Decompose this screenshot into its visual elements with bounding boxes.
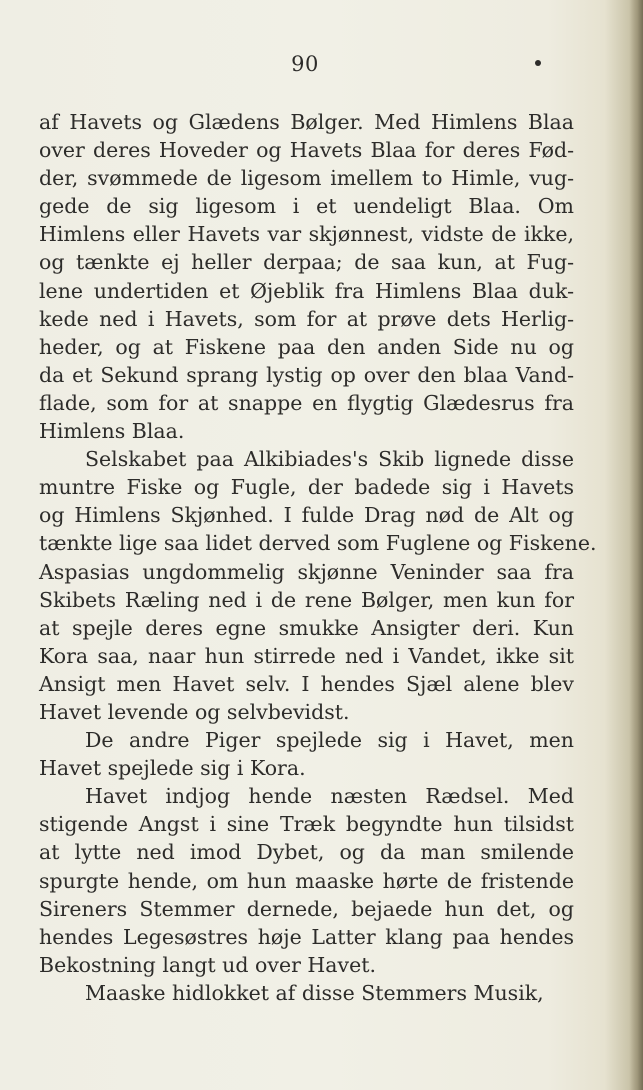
text-line: Himlens Blaa. xyxy=(39,419,185,444)
text-line: Ansigt men Havet selv. I hendes Sjæl alene blev xyxy=(39,671,574,696)
text-line: muntre Fiske og Fugle, der badede sig i Havets xyxy=(39,475,574,500)
text-line: Skibets Ræling ned i de rene Bølger, men kun for xyxy=(39,587,574,612)
page-number: 90 xyxy=(291,52,319,76)
text-line: Havet spejlede sig i Kora. xyxy=(39,756,306,781)
text-line: Kora saa, naar hun stirrede ned i Vandet, ikke sit xyxy=(39,643,574,668)
text-line: at lytte ned imod Dybet, og da man smilende xyxy=(39,840,574,865)
text-line: kede ned i Havets, som for at prøve dets Herlig- xyxy=(39,306,574,331)
text-line: Havet indjog hende næsten Rædsel. Med xyxy=(85,784,574,809)
text-line: at spejle deres egne smukke Ansigter deri. Kun xyxy=(39,615,574,640)
text-line: og tænkte ej heller derpaa; de saa kun, at Fug- xyxy=(39,250,574,275)
text-line: heder, og at Fiskene paa den anden Side nu og xyxy=(39,334,574,359)
text-line: Aspasias ungdommelig skjønne Veninder saa fra xyxy=(39,559,574,584)
text-line: gede de sig ligesom i et uendeligt Blaa. Om xyxy=(39,194,574,219)
text-line: Selskabet paa Alkibiades's Skib lignede disse xyxy=(85,447,574,472)
page-edge-shadow xyxy=(629,0,643,1090)
text-line: tænkte lige saa lidet derved som Fuglene og Fiskene. xyxy=(39,531,597,556)
text-line: lene undertiden et Øjeblik fra Himlens Blaa duk- xyxy=(39,278,574,303)
text-line: spurgte hende, om hun maaske hørte de fristende xyxy=(39,868,574,893)
text-line: der, svømmede de ligesom imellem to Himle, vug- xyxy=(39,166,574,191)
body-text xyxy=(39,108,597,1007)
text-line: da et Sekund sprang lystig op over den blaa Vand- xyxy=(39,362,574,387)
text-line: over deres Hoveder og Havets Blaa for deres Fød- xyxy=(39,138,574,163)
text-line: Havet levende og selvbevidst. xyxy=(39,699,350,724)
text-line: og Himlens Skjønhed. I fulde Drag nød de Alt og xyxy=(39,503,574,528)
text-line: af Havets og Glædens Bølger. Med Himlens Blaa xyxy=(39,110,574,134)
text-line: stigende Angst i sine Træk begyndte hun tilsidst xyxy=(39,812,574,837)
text-line: flade, som for at snappe en flygtig Glædesrus fra xyxy=(39,390,574,415)
text-line: Maaske hidlokket af disse Stemmers Musik, xyxy=(85,980,544,1005)
text-line: De andre Piger spejlede sig i Havet, men xyxy=(85,728,574,753)
text-line: Sireners Stemmer dernede, bejaede hun det, og xyxy=(39,896,574,921)
text-line: Himlens eller Havets var skjønnest, vidste de ikke, xyxy=(39,222,574,247)
text-line: Bekostning langt ud over Havet. xyxy=(39,952,376,977)
ink-dot xyxy=(535,60,541,66)
text-line: hendes Legesøstres høje Latter klang paa hendes xyxy=(39,924,574,949)
